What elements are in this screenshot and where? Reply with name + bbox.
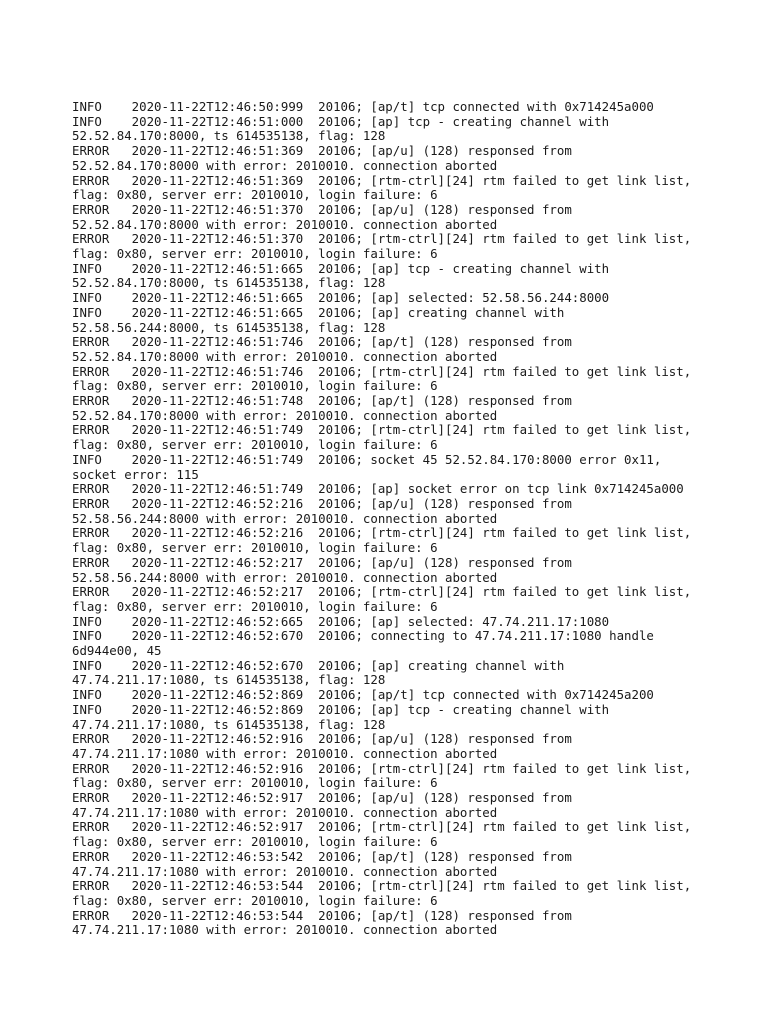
log-line: ERROR 2020-11-22T12:46:52:917 20106; [rtm-ctrl][24] rtm failed to get link list,	[72, 819, 692, 835]
log-line: 47.74.211.17:1080 with error: 2010010. connection aborted	[72, 745, 498, 761]
log-line: 52.52.84.170:8000 with error: 2010010. connection aborted	[72, 407, 498, 423]
log-line: ERROR 2020-11-22T12:46:52:916 20106; [ap/u] (128) responsed from	[72, 731, 572, 747]
log-line: ERROR 2020-11-22T12:46:52:216 20106; [rtm-ctrl][24] rtm failed to get link list,	[72, 525, 692, 541]
log-line: flag: 0x80, server err: 2010010, login failure: 6	[72, 598, 438, 614]
log-line: 47.74.211.17:1080, ts 614535138, flag: 128	[72, 672, 386, 688]
log-line: flag: 0x80, server err: 2010010, login failure: 6	[72, 187, 438, 203]
log-line: 52.52.84.170:8000, ts 614535138, flag: 128	[72, 128, 386, 144]
log-line: flag: 0x80, server err: 2010010, login failure: 6	[72, 378, 438, 394]
log-line: ERROR 2020-11-22T12:46:53:542 20106; [ap/t] (128) responsed from	[72, 848, 572, 864]
log-line: ERROR 2020-11-22T12:46:51:746 20106; [rtm-ctrl][24] rtm failed to get link list,	[72, 363, 692, 379]
log-line: INFO 2020-11-22T12:46:51:665 20106; [ap] tcp - creating channel with	[72, 260, 610, 276]
log-line: flag: 0x80, server err: 2010010, login failure: 6	[72, 246, 438, 262]
log-line: 52.58.56.244:8000 with error: 2010010. connection aborted	[72, 510, 498, 526]
log-line: INFO 2020-11-22T12:46:51:665 20106; [ap] creating channel with	[72, 304, 565, 320]
log-line: ERROR 2020-11-22T12:46:52:216 20106; [ap/u] (128) responsed from	[72, 495, 572, 511]
log-line: 52.52.84.170:8000 with error: 2010010. connection aborted	[72, 216, 498, 232]
log-line: INFO 2020-11-22T12:46:52:869 20106; [ap/t] tcp connected with 0x714245a200	[72, 687, 654, 703]
log-line: flag: 0x80, server err: 2010010, login failure: 6	[72, 775, 438, 791]
log-line: 47.74.211.17:1080 with error: 2010010. connection aborted	[72, 804, 498, 820]
log-line: INFO 2020-11-22T12:46:52:665 20106; [ap] selected: 47.74.211.17:1080	[72, 613, 610, 629]
log-line: 52.52.84.170:8000, ts 614535138, flag: 128	[72, 275, 386, 291]
log-line: ERROR 2020-11-22T12:46:51:370 20106; [rtm-ctrl][24] rtm failed to get link list,	[72, 231, 692, 247]
log-line: 47.74.211.17:1080 with error: 2010010. connection aborted	[72, 922, 498, 938]
log-line: ERROR 2020-11-22T12:46:51:748 20106; [ap/t] (128) responsed from	[72, 393, 572, 409]
log-line: flag: 0x80, server err: 2010010, login failure: 6	[72, 834, 438, 850]
log-line: INFO 2020-11-22T12:46:51:665 20106; [ap] selected: 52.58.56.244:8000	[72, 290, 610, 306]
log-line: ERROR 2020-11-22T12:46:52:916 20106; [rtm-ctrl][24] rtm failed to get link list,	[72, 760, 692, 776]
log-line: INFO 2020-11-22T12:46:52:670 20106; connecting to 47.74.211.17:1080 handle	[72, 628, 654, 644]
log-line: ERROR 2020-11-22T12:46:51:749 20106; [ap] socket error on tcp link 0x714245a000	[72, 481, 684, 497]
log-line: socket error: 115	[72, 466, 199, 482]
log-line: INFO 2020-11-22T12:46:51:000 20106; [ap] tcp - creating channel with	[72, 113, 610, 129]
log-line: ERROR 2020-11-22T12:46:52:217 20106; [rtm-ctrl][24] rtm failed to get link list,	[72, 584, 692, 600]
log-line: 52.52.84.170:8000 with error: 2010010. connection aborted	[72, 348, 498, 364]
log-line: INFO 2020-11-22T12:46:50:999 20106; [ap/t] tcp connected with 0x714245a000	[72, 99, 654, 114]
log-line: INFO 2020-11-22T12:46:52:670 20106; [ap] creating channel with	[72, 657, 565, 673]
log-line: 47.74.211.17:1080, ts 614535138, flag: 128	[72, 716, 386, 732]
log-line: flag: 0x80, server err: 2010010, login failure: 6	[72, 892, 438, 908]
log-line: ERROR 2020-11-22T12:46:51:370 20106; [ap/u] (128) responsed from	[72, 201, 572, 217]
log-line: 6d944e00, 45	[72, 643, 162, 659]
log-line: ERROR 2020-11-22T12:46:52:217 20106; [ap/u] (128) responsed from	[72, 554, 572, 570]
log-line: flag: 0x80, server err: 2010010, login failure: 6	[72, 437, 438, 453]
log-line: ERROR 2020-11-22T12:46:52:917 20106; [ap/u] (128) responsed from	[72, 790, 572, 806]
log-line: ERROR 2020-11-22T12:46:53:544 20106; [rtm-ctrl][24] rtm failed to get link list,	[72, 878, 692, 894]
log-line: ERROR 2020-11-22T12:46:53:544 20106; [ap/t] (128) responsed from	[72, 907, 572, 923]
log-line: ERROR 2020-11-22T12:46:51:746 20106; [ap/t] (128) responsed from	[72, 334, 572, 350]
log-line: ERROR 2020-11-22T12:46:51:369 20106; [ap/u] (128) responsed from	[72, 143, 572, 159]
log-line: 52.58.56.244:8000 with error: 2010010. connection aborted	[72, 569, 498, 585]
log-line: INFO 2020-11-22T12:46:52:869 20106; [ap] tcp - creating channel with	[72, 701, 610, 717]
log-line: INFO 2020-11-22T12:46:51:749 20106; socket 45 52.52.84.170:8000 error 0x11,	[72, 451, 662, 467]
log-line: 52.52.84.170:8000 with error: 2010010. connection aborted	[72, 157, 498, 173]
log-line: 47.74.211.17:1080 with error: 2010010. connection aborted	[72, 863, 498, 879]
log-line: ERROR 2020-11-22T12:46:51:369 20106; [rtm-ctrl][24] rtm failed to get link list,	[72, 172, 692, 188]
log-text-block	[72, 100, 762, 938]
log-line: ERROR 2020-11-22T12:46:51:749 20106; [rtm-ctrl][24] rtm failed to get link list,	[72, 422, 692, 438]
log-line: 52.58.56.244:8000, ts 614535138, flag: 128	[72, 319, 386, 335]
log-line: flag: 0x80, server err: 2010010, login failure: 6	[72, 540, 438, 556]
